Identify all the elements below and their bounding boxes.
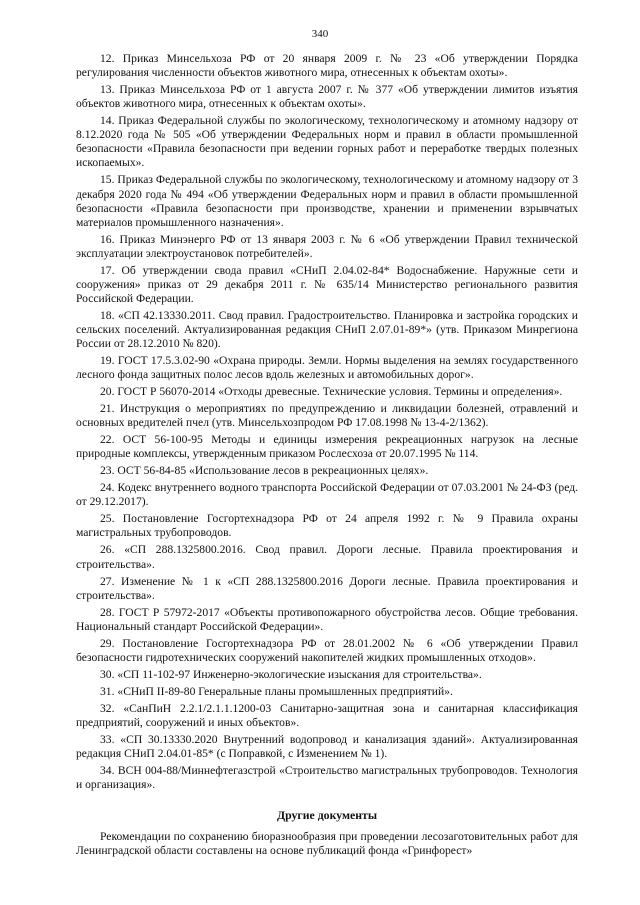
reference-list <box>76 52 578 792</box>
reference-item: 15. Приказ Федеральной службы по экологическому, технологическому и атомному надзору от 3 декабря 2020 года № 494 «Об утверждении Федеральных норм и правил в области промышленной безопасности «Правила безопасности при производстве, хранении и применении взрывчатых материалов промышленного назначения». <box>76 173 578 229</box>
reference-item: 30. «СП 11-102-97 Инженерно-экологические изыскания для строительства». <box>100 667 482 681</box>
reference-item: 27. Изменение № 1 к «СП 288.1325800.2016 Дороги лесные. Правила проектирования и строительства». <box>76 574 578 602</box>
reference-item: 22. ОСТ 56-100-95 Методы и единицы измерения рекреационных нагрузок на лесные природные комплексы, утвержденным приказом Рослесхоза от 20.07.1995 № 114. <box>76 433 578 461</box>
reference-item: 12. Приказ Минсельхоза РФ от 20 января 2009 г. № 23 «Об утверждении Порядка регулирования численности объектов животного мира, отнесенных к объектам охоты». <box>76 52 578 80</box>
reference-item: 26. «СП 288.1325800.2016. Свод правил. Дороги лесные. Правила проектирования и строительства». <box>76 543 578 571</box>
page-content <box>76 52 578 858</box>
reference-item: 18. «СП 42.13330.2011. Свод правил. Градостроительство. Планировка и застройка городских и сельских поселений. Актуализированная редакция СНиП 2.07.01-89*» (утв. Приказом Минрегиона России от 28.12.2010 № 820). <box>76 308 578 351</box>
reference-item: 29. Постановление Госгортехнадзора РФ от 28.01.2002 № 6 «Об утверждении Правил безопасности гидротехнических сооружений накопителей жидких промышленных отходов». <box>76 636 578 664</box>
reference-item: 23. ОСТ 56-84-85 «Использование лесов в рекреационных целях». <box>100 464 429 478</box>
reference-item: 20. ГОСТ Р 56070-2014 «Отходы древесные. Технические условия. Термины и определения». <box>100 385 563 399</box>
page-number: 340 <box>311 28 329 40</box>
reference-item: 19. ГОСТ 17.5.3.02-90 «Охрана природы. Земли. Нормы выделения на землях государственного лесного фонда защитных полос лесов вдоль железных и автомобильных дорог». <box>76 354 578 382</box>
reference-item: 21. Инструкция о мероприятиях по предупреждению и ликвидации болезней, отравлений и основных вредителей пчел (утв. Минсельхозпродом РФ 17.08.1998 № 13-4-2/1362). <box>76 402 578 430</box>
reference-item: 14. Приказ Федеральной службы по экологическому, технологическому и атомному надзору от 8.12.2020 года № 505 «Об утверждении Федеральных норм и правил в области промышленной безопасности «Правила безопасности при ведении горных работ и переработке твердых полезных ископаемых». <box>76 114 578 170</box>
section-heading: Другие документы <box>276 808 378 823</box>
recommendation-paragraph <box>76 830 578 858</box>
recommendation-text: Рекомендации по сохранению биоразнообразия при проведении лесозаготовительных работ для Ленинградской области составлены на основе публикаций фонда «Гринфорест» <box>76 830 578 858</box>
reference-item: 25. Постановление Госгортехнадзора РФ от 24 апреля 1992 г. № 9 Правила охраны магистральных трубопроводов. <box>76 512 578 540</box>
reference-item: 31. «СНиП II-89-80 Генеральные планы промышленных предприятий». <box>100 684 453 698</box>
reference-item: 32. «СанПиН 2.2.1/2.1.1.1200-03 Санитарно-защитная зона и санитарная классификация предприятий, сооружений и иных объектов». <box>76 701 578 729</box>
reference-item: 24. Кодекс внутреннего водного транспорта Российской Федерации от 07.03.2001 № 24-ФЗ (ред. от 29.12.2017). <box>76 481 578 509</box>
reference-item: 16. Приказ Минэнерго РФ от 13 января 2003 г. № 6 «Об утверждении Правил технической эксплуатации электроустановок потребителей». <box>76 232 578 260</box>
reference-item: 13. Приказ Минсельхоза РФ от 1 августа 2007 г. № 377 «Об утверждении лимитов изъятия объектов животного мира, отнесенных к объектам охоты». <box>76 83 578 111</box>
reference-item: 17. Об утверждении свода правил «СНиП 2.04.02-84* Водоснабжение. Наружные сети и сооружения» приказ от 29 декабря 2011 г. № 635/14 Министерство регионального развития Российской Федерации. <box>76 263 578 305</box>
reference-item: 33. «СП 30.13330.2020 Внутренний водопровод и канализация зданий». Актуализированная редакция СНиП 2.04.01-85* (с Поправкой, с Изменением № 1). <box>76 732 578 760</box>
reference-item: 34. ВСН 004-88/Миннефтегазстрой «Строительство магистральных трубопроводов. Технология и организация». <box>76 763 578 791</box>
reference-item: 28. ГОСТ Р 57972-2017 «Объекты противопожарного обустройства лесов. Общие требования. Национальный стандарт Российской Федерации». <box>76 605 578 633</box>
